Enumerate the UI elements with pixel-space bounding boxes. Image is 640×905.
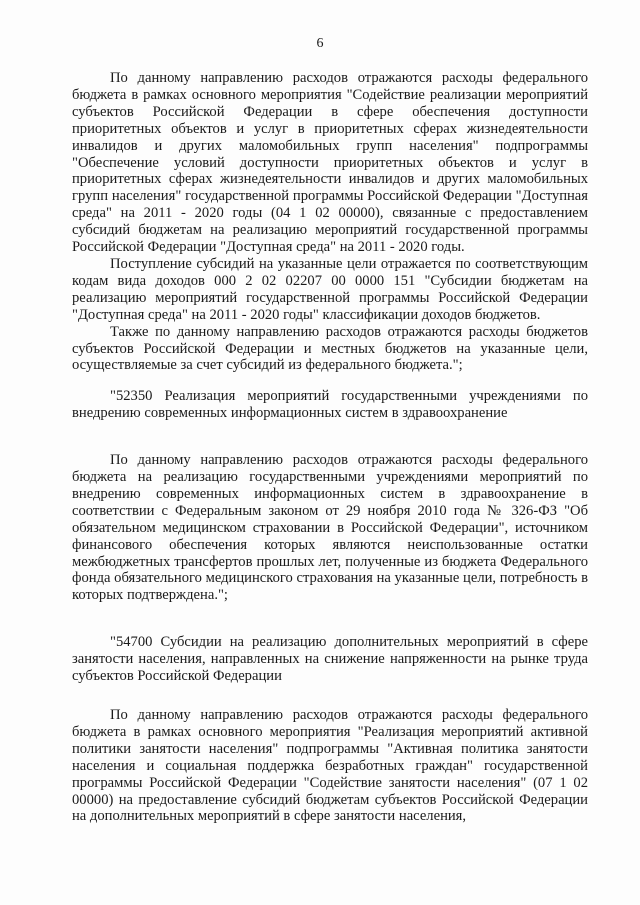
spacer: [72, 374, 588, 388]
spacer: [72, 685, 588, 707]
paragraph-54700-description: По данному направлению расходов отражаются расходы федерального бюджета в рамках основного мероприятия "Реализация мероприятий активной политики занятости населения" подпрограммы "Активная политика занятости населения и социальная поддержка безработных граждан" государственной программы Российской Федерации "Содействие занятости населения" (07 1 02 00000) на предоставление субсидий бюджетам субъектов Российской Федерации на дополнительных мероприятий в сфере занятости населения,: [72, 707, 588, 825]
document-body: [72, 70, 588, 825]
page-number: 6: [316, 36, 324, 51]
heading-52350: "52350 Реализация мероприятий государственными учреждениями по внедрению современных информационных систем в здравоохранение: [72, 388, 588, 422]
spacer: [72, 604, 588, 634]
paragraph-subsidy-income-codes: Поступление субсидий на указанные цели отражается по соответствующим кодам вида доходов 000 2 02 02207 00 0000 151 "Субсидии бюджетам на реализацию мероприятий государственной программы Российской Федерации "Доступная среда" на 2011 - 2020 годы" классификации доходов бюджетов.: [72, 255, 588, 323]
heading-54700: "54700 Субсидии на реализацию дополнительных мероприятий в сфере занятости населения, направленных на снижение напряженности на рынке труда субъектов Российской Федерации: [72, 634, 588, 685]
spacer: [72, 422, 588, 452]
paragraph-accessible-environment-expenses: По данному направлению расходов отражаются расходы федерального бюджета в рамках основного мероприятия "Содействие реализации мероприятий субъектов Российской Федерации в сфере обеспечения доступности приоритетных объектов и услуг в приоритетных сферах жизнедеятельности инвалидов и других маломобильных групп населения" подпрограммы "Обеспечение условий доступности приоритетных объектов и услуг в приоритетных сферах жизнедеятельности инвалидов и других маломобильных групп населения" государственной программы Российской Федерации "Доступная среда" на 2011 - 2020 годы (04 1 02 00000), связанные с предоставлением субсидий бюджетам на реализацию мероприятий государственной программы Российской Федерации "Доступная среда" на 2011 - 2020 годы.: [72, 70, 588, 256]
paragraph-52350-description: По данному направлению расходов отражаются расходы федерального бюджета на реализацию государственными учреждениями мероприятий по внедрению современных информационных систем в здравоохранение в соответствии с Федеральным законом от 29 ноября 2010 года № 326-ФЗ "Об обязательном медицинском страховании в Российской Федерации", источником финансового обеспечения которых являются неиспользованные остатки межбюджетных трансфертов прошлых лет, полученные из бюджета Федерального фонда обязательного медицинского страхования на указанные цели, потребность в которых подтверждена.";: [72, 452, 588, 604]
paragraph-regional-local-budgets: Также по данному направлению расходов отражаются расходы бюджетов субъектов Российской Федерации и местных бюджетов на указанные цели, осуществляемые за счет субсидий из федерального бюджета.";: [72, 323, 588, 374]
